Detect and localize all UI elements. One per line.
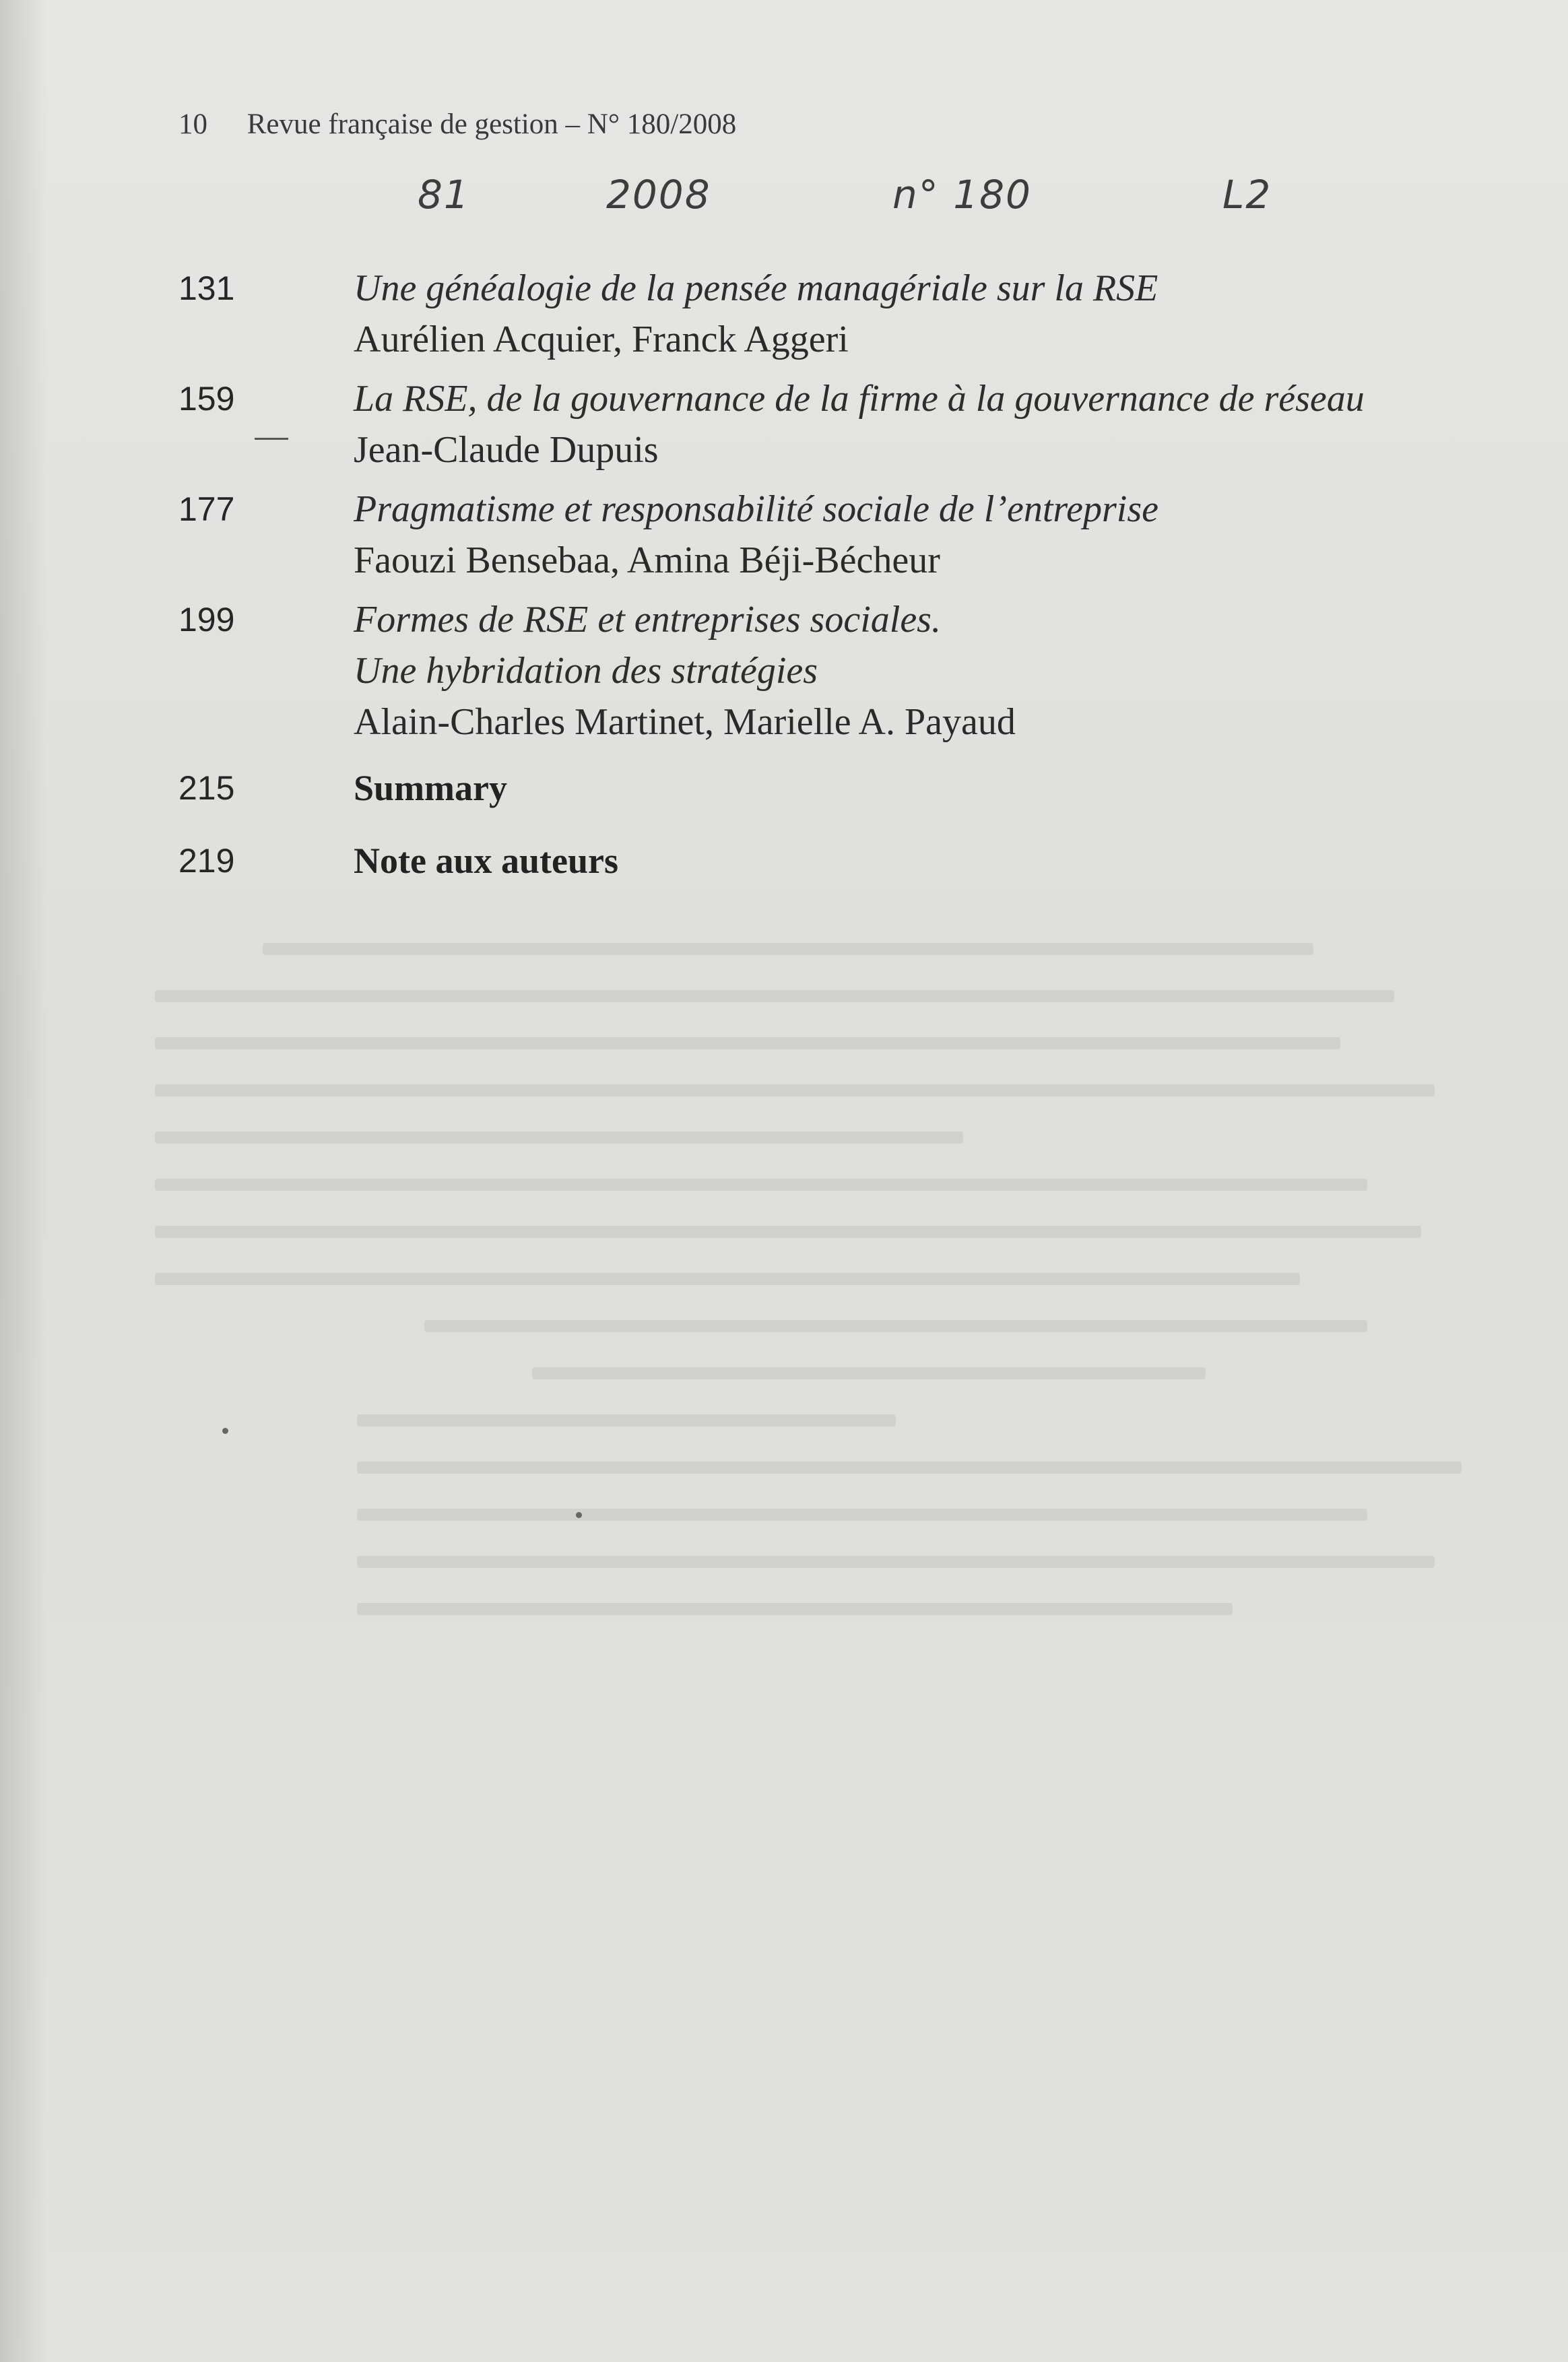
toc-entry[interactable] <box>178 373 1526 475</box>
running-header <box>178 108 736 141</box>
handwritten-note-issue: n° 180 <box>892 172 1032 218</box>
toc-article-subtitle: Une hybridation des stratégies <box>354 650 818 692</box>
handwritten-note-year: 2008 <box>606 172 711 218</box>
handwritten-note-81: 81 <box>418 172 470 218</box>
speck <box>222 1428 228 1434</box>
table-of-contents <box>178 263 1526 901</box>
show-through-text <box>155 943 1502 2223</box>
header-page-number: 10 <box>178 108 207 140</box>
toc-page-number: 199 <box>178 601 235 638</box>
handwritten-note-l2: L2 <box>1222 172 1272 218</box>
toc-entry[interactable] <box>178 828 1526 893</box>
toc-article-authors: Aurélien Acquier, Franck Aggeri <box>354 319 849 360</box>
toc-article-title: Pragmatisme et responsabilité sociale de l’entreprise <box>354 488 1158 530</box>
toc-article-authors: Faouzi Bensebaa, Amina Béji-Bécheur <box>354 539 940 581</box>
toc-section-title: Summary <box>354 768 507 808</box>
toc-entry[interactable] <box>178 594 1526 748</box>
toc-article-title: Une généalogie de la pensée managériale sur la RSE <box>354 267 1158 309</box>
toc-article-title: La RSE, de la gouvernance de la firme à la gouvernance de réseau <box>354 378 1365 420</box>
toc-section-title: Note aux auteurs <box>354 841 618 881</box>
toc-page-number: 215 <box>178 769 235 807</box>
toc-entry[interactable] <box>178 484 1526 586</box>
page-edge-shadow <box>0 0 47 2362</box>
toc-article-title: Formes de RSE et entreprises sociales. <box>354 599 941 641</box>
toc-page-number: 131 <box>178 269 235 307</box>
toc-page-number: 219 <box>178 842 235 880</box>
toc-entry[interactable] <box>178 263 1526 365</box>
toc-page-number: 159 <box>178 380 235 418</box>
toc-entry[interactable] <box>178 756 1526 820</box>
toc-page-number: 177 <box>178 490 235 528</box>
header-journal-title: Revue française de gestion – N° 180/2008 <box>247 108 737 140</box>
toc-article-authors: Alain-Charles Martinet, Marielle A. Payaud <box>354 701 1016 743</box>
toc-article-authors: Jean-Claude Dupuis <box>354 429 659 471</box>
speck <box>576 1512 582 1518</box>
